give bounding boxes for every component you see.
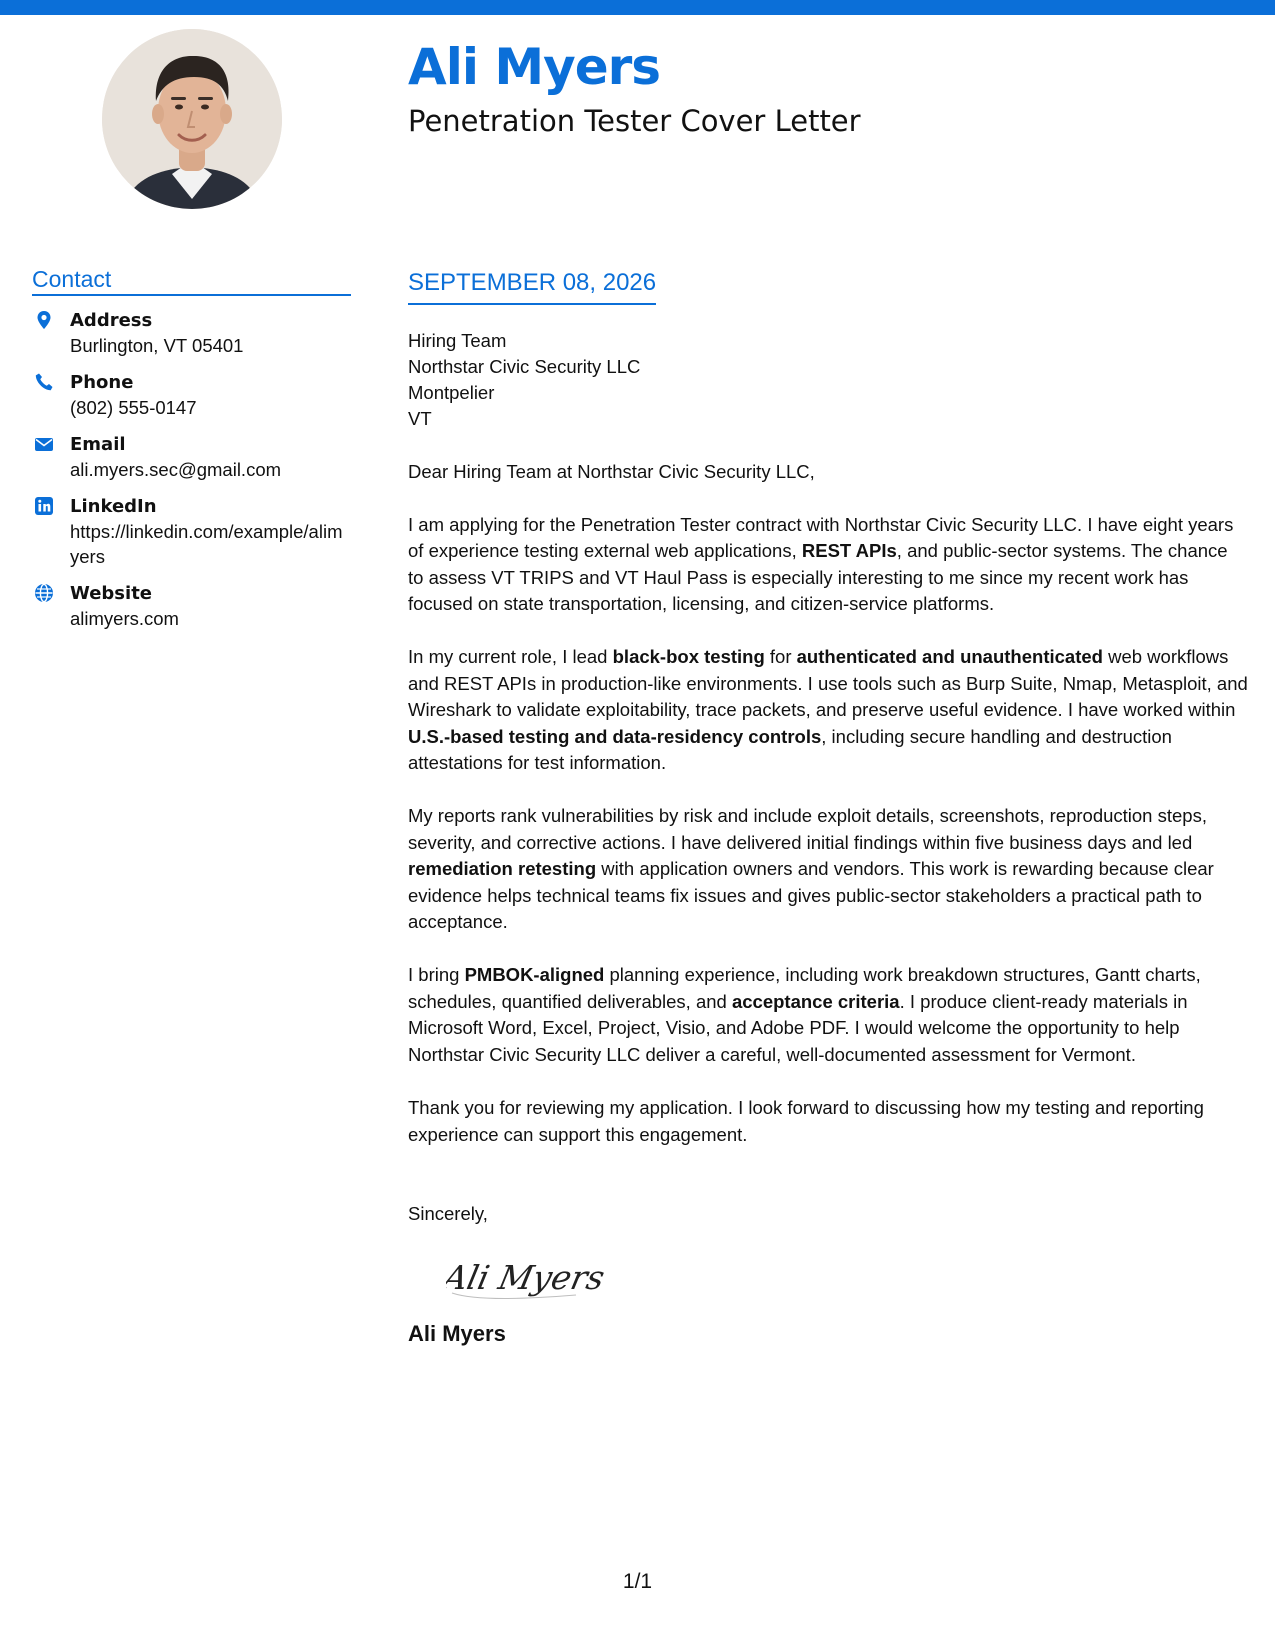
- letter-body: [408, 269, 1248, 1347]
- contact-label: Address: [70, 310, 153, 332]
- body-paragraph: [408, 962, 1248, 1068]
- document-subtitle: Penetration Tester Cover Letter: [408, 104, 861, 138]
- globe-icon: [34, 583, 54, 603]
- paragraph-text: web workflows and REST APIs in production-like environments. I use tools such as Burp Suite, Nmap, Metasploit, and Wireshark to validate exploitability, trace packets, and preserve useful evidence. I have worked within: [408, 646, 1248, 721]
- paragraph-text: Thank you for reviewing my application. I look forward to discussing how my testing and reporting experience can support this engagement.: [408, 1097, 1204, 1145]
- emphasis-text: remediation retesting: [408, 858, 597, 880]
- paragraph-text: My reports rank vulnerabilities by risk and include exploit details, screenshots, reproduction steps, severity, and corrective actions. I have delivered initial findings within five business days and led: [408, 805, 1207, 853]
- contact-label: Phone: [70, 372, 134, 394]
- emphasis-text: authenticated and unauthenticated: [796, 646, 1103, 668]
- contact-item-linkedin: [32, 495, 351, 569]
- phone-value: (802) 555-0147: [70, 397, 197, 419]
- paragraph-text: planning experience, including work breakdown structures, Gantt charts, schedules, quantified deliverables, and: [408, 964, 1201, 1012]
- emphasis-text: acceptance criteria: [731, 990, 900, 1012]
- contact-list: [32, 309, 351, 631]
- top-accent-bar: [0, 0, 1275, 15]
- emphasis-text: black-box testing: [612, 646, 765, 668]
- contact-label: Website: [70, 583, 153, 605]
- salutation: Dear Hiring Team at Northstar Civic Security LLC,: [408, 460, 815, 482]
- address-value: Burlington, VT 05401: [70, 335, 244, 357]
- contact-label: Email: [70, 434, 126, 456]
- signature-text: Ali Myers: [446, 1258, 609, 1297]
- body-paragraph: [408, 1095, 1248, 1148]
- contact-item-email: [32, 433, 351, 482]
- paragraph-text: . I produce client-ready materials in Microsoft Word, Excel, Project, Visio, and Adobe PDF. I would welcome the opportunity to help Northstar Civic Security LLC deliver a careful, well-documented assessment for Vermont.: [408, 990, 1188, 1065]
- contact-sidebar: [32, 266, 351, 644]
- paragraph-text: In my current role, I lead: [408, 646, 613, 668]
- email-value[interactable]: ali.myers.sec@gmail.com: [70, 459, 282, 481]
- recipient-line: Hiring Team: [408, 329, 507, 351]
- paragraph-text: with application owners and vendors. This work is rewarding because clear evidence helps technical teams fix issues and gives public-sector stakeholders a practical path to acceptance.: [408, 858, 1214, 933]
- contact-item-address: [32, 309, 351, 358]
- contact-item-website: [32, 582, 351, 631]
- body-paragraph: [408, 512, 1248, 618]
- recipient-line: VT: [408, 407, 432, 429]
- recipient-line: Northstar Civic Security LLC: [408, 355, 641, 377]
- signer-name: Ali Myers: [408, 1320, 506, 1346]
- contact-item-phone: [32, 371, 351, 420]
- page-number: 1/1: [622, 1570, 653, 1593]
- body-paragraph: [408, 644, 1248, 776]
- location-pin-icon: [34, 310, 54, 330]
- letter-date: SEPTEMBER 08, 2026: [408, 269, 657, 296]
- paragraph-text: for: [764, 646, 797, 668]
- website-value[interactable]: alimyers.com: [70, 608, 179, 630]
- emphasis-text: PMBOK-aligned: [464, 964, 605, 986]
- paragraph-text: I am applying for the Penetration Tester contract with Northstar Civic Security LLC. I have eight years of experience testing external web applications,: [408, 513, 1234, 562]
- paragraph-text: , and public-sector systems. The chance to assess VT TRIPS and VT Haul Pass is especially interesting to me since my recent work has focused on state transportation, licensing, and citizen-service platforms.: [408, 540, 1228, 615]
- contact-heading: Contact: [32, 266, 351, 296]
- body-paragraph: [408, 803, 1248, 935]
- paragraph-text: I bring: [408, 964, 465, 986]
- email-icon: [34, 434, 54, 454]
- date-underline: [408, 269, 656, 305]
- closing: Sincerely,: [408, 1202, 488, 1224]
- paragraph-text: , including secure handling and destruction attestations for test information.: [408, 725, 1172, 774]
- phone-icon: [34, 372, 54, 392]
- profile-photo: [102, 29, 282, 209]
- candidate-name: Ali Myers: [408, 38, 661, 96]
- emphasis-text: REST APIs: [801, 540, 897, 562]
- handwritten-signature: [446, 1249, 636, 1305]
- emphasis-text: U.S.-based testing and data-residency controls: [408, 725, 822, 747]
- linkedin-icon: [34, 496, 54, 516]
- recipient-block: [408, 328, 1248, 432]
- contact-label: LinkedIn: [70, 496, 157, 518]
- linkedin-value[interactable]: https://linkedin.com/example/alimyers: [70, 521, 343, 568]
- recipient-line: Montpelier: [408, 381, 495, 403]
